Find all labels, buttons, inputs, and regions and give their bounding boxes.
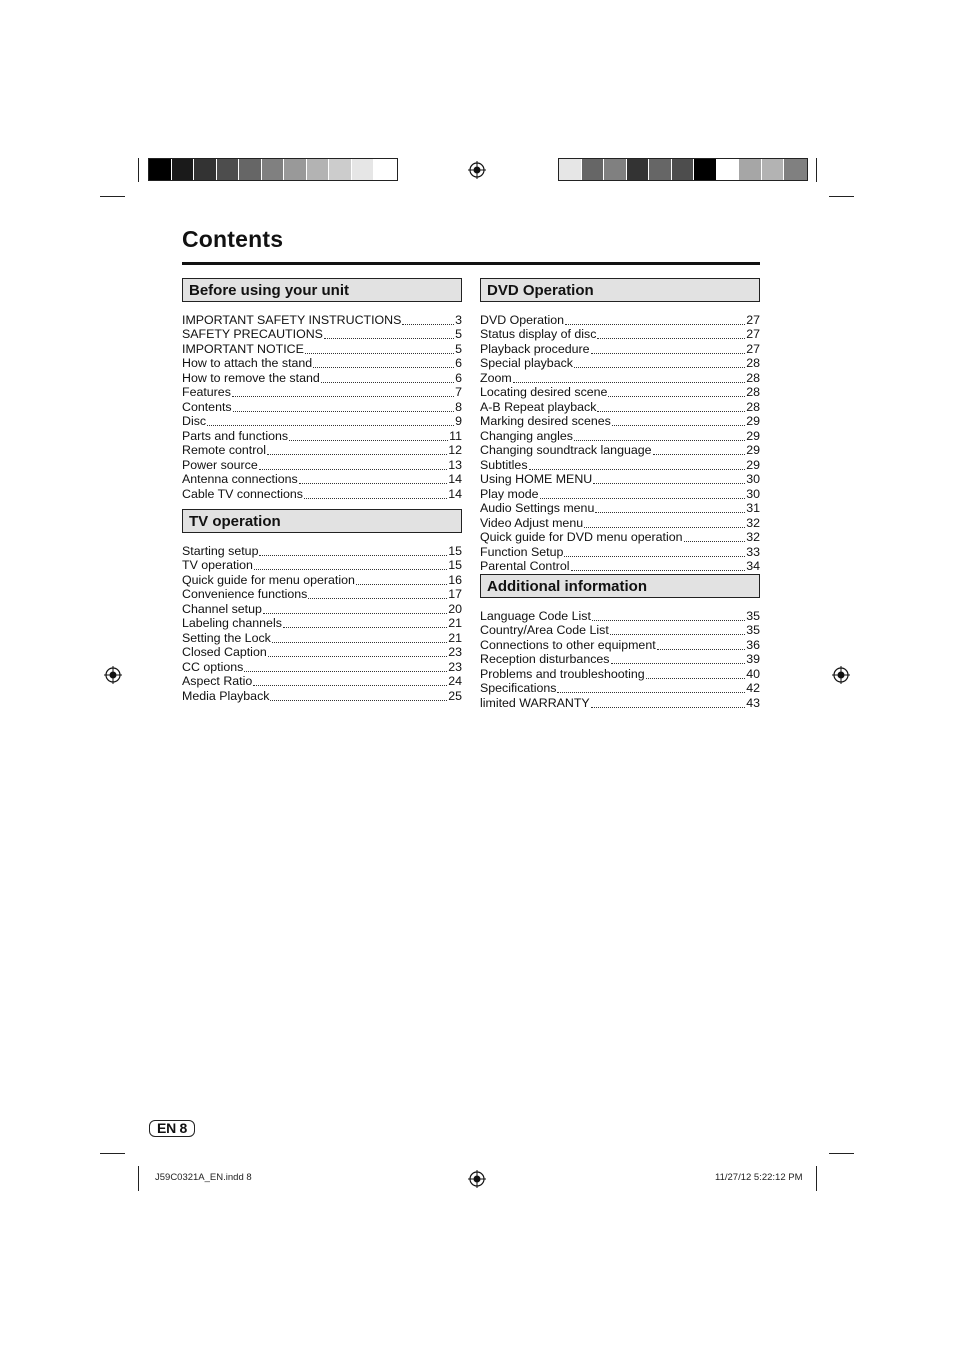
toc-entry bbox=[480, 356, 760, 371]
toc-entry-label: Special playback bbox=[480, 356, 573, 370]
toc-entry bbox=[182, 385, 462, 400]
toc-entry-label: Reception disturbances bbox=[480, 652, 610, 666]
dot-leader bbox=[305, 343, 454, 354]
toc-entry-label: Features bbox=[182, 385, 231, 399]
toc-entry bbox=[480, 472, 760, 487]
toc-entry-page: 9 bbox=[455, 414, 462, 428]
crop-mark bbox=[829, 196, 854, 197]
color-swatch bbox=[627, 159, 650, 180]
toc-entry-label: Specifications bbox=[480, 681, 557, 695]
toc-entry-page: 27 bbox=[746, 341, 760, 356]
color-swatch bbox=[307, 159, 330, 180]
toc-entry bbox=[182, 472, 462, 487]
dot-leader bbox=[591, 697, 746, 708]
toc-entry-page: 35 bbox=[746, 623, 760, 637]
registration-target-icon bbox=[468, 1170, 486, 1188]
toc-entry bbox=[480, 327, 760, 342]
toc-entry-label: Zoom bbox=[480, 370, 512, 385]
toc-entry-page: 25 bbox=[448, 688, 462, 703]
toc-entry-page: 15 bbox=[448, 543, 462, 558]
dot-leader bbox=[308, 588, 447, 599]
color-swatch bbox=[374, 159, 397, 180]
toc-entry-page: 30 bbox=[746, 472, 760, 486]
toc-entry-label: Media Playback bbox=[182, 688, 270, 703]
toc-list bbox=[480, 312, 760, 573]
crop-mark bbox=[138, 158, 139, 182]
dot-leader bbox=[557, 682, 745, 693]
toc-entry-label: Setting the Lock bbox=[182, 630, 271, 645]
toc-entry-page: 6 bbox=[455, 356, 462, 370]
toc-entry-label: Connections to other equipment bbox=[480, 637, 656, 652]
registration-target-icon bbox=[104, 666, 122, 684]
toc-entry-page: 42 bbox=[746, 681, 760, 695]
toc-entry-page: 14 bbox=[448, 486, 462, 501]
toc-entry-page: 5 bbox=[455, 327, 462, 341]
toc-entry bbox=[182, 457, 462, 472]
toc-entry-page: 6 bbox=[455, 370, 462, 385]
dot-leader bbox=[513, 372, 746, 383]
section-dvd-operation bbox=[480, 278, 760, 573]
toc-entry bbox=[480, 623, 760, 638]
toc-entry-label: Power source bbox=[182, 457, 258, 472]
dot-leader bbox=[254, 559, 447, 570]
dot-leader bbox=[608, 386, 745, 397]
toc-entry-page: 39 bbox=[746, 652, 760, 666]
toc-entry bbox=[480, 530, 760, 545]
section-heading: Before using your unit bbox=[182, 278, 462, 302]
toc-entry bbox=[480, 443, 760, 458]
dot-leader bbox=[574, 357, 745, 368]
toc-entry-label: A-B Repeat playback bbox=[480, 399, 597, 414]
toc-entry-label: Using HOME MENU bbox=[480, 472, 593, 486]
color-swatch bbox=[672, 159, 695, 180]
toc-entry-page: 8 bbox=[455, 399, 462, 414]
dot-leader bbox=[304, 488, 447, 499]
toc-entry bbox=[480, 695, 760, 710]
toc-entry-label: How to attach the stand bbox=[182, 356, 313, 370]
color-swatch bbox=[217, 159, 240, 180]
color-swatch bbox=[352, 159, 375, 180]
toc-entry-label: Channel setup bbox=[182, 601, 262, 616]
toc-entry bbox=[480, 652, 760, 667]
toc-entry-label: Antenna connections bbox=[182, 472, 298, 486]
color-swatch bbox=[172, 159, 195, 180]
toc-entry bbox=[480, 414, 760, 429]
toc-entry-label: Audio Settings menu bbox=[480, 501, 595, 515]
toc-entry bbox=[182, 659, 462, 674]
toc-entry-label: Parental Control bbox=[480, 559, 570, 573]
toc-entry bbox=[480, 341, 760, 356]
title-rule bbox=[182, 262, 760, 265]
toc-entry-label: Changing soundtrack language bbox=[480, 443, 652, 457]
toc-entry-page: 28 bbox=[746, 399, 760, 414]
toc-entry bbox=[182, 443, 462, 458]
color-swatch bbox=[284, 159, 307, 180]
toc-entry-page: 16 bbox=[448, 572, 462, 587]
toc-entry-page: 7 bbox=[455, 385, 462, 399]
toc-entry-page: 36 bbox=[746, 637, 760, 652]
toc-entry-label: Play mode bbox=[480, 486, 539, 501]
toc-entry bbox=[182, 312, 462, 327]
toc-entry-page: 3 bbox=[455, 312, 462, 327]
toc-entry bbox=[182, 645, 462, 660]
dot-leader bbox=[324, 328, 454, 339]
crop-mark bbox=[100, 196, 125, 197]
section-before-using bbox=[182, 278, 462, 501]
toc-entry bbox=[182, 327, 462, 342]
toc-entry bbox=[480, 637, 760, 652]
toc-entry-label: Starting setup bbox=[182, 543, 259, 558]
color-swatch bbox=[784, 159, 807, 180]
toc-entry-label: Country/Area Code List bbox=[480, 623, 609, 637]
toc-entry-label: DVD Operation bbox=[480, 312, 565, 327]
toc-entry-page: 5 bbox=[455, 341, 462, 356]
toc-entry-label: Contents bbox=[182, 399, 232, 414]
dot-leader bbox=[259, 545, 447, 556]
dot-leader bbox=[313, 357, 454, 368]
dot-leader bbox=[232, 386, 454, 397]
toc-entry bbox=[480, 666, 760, 681]
dot-leader bbox=[263, 603, 447, 614]
dot-leader bbox=[593, 473, 745, 484]
toc-entry-label: Language Code List bbox=[480, 608, 591, 623]
toc-entry-label: Closed Caption bbox=[182, 645, 267, 659]
toc-entry-page: 28 bbox=[746, 356, 760, 370]
toc-entry-label: limited WARRANTY bbox=[480, 695, 590, 710]
toc-entry-label: CC options bbox=[182, 659, 244, 674]
toc-entry-page: 23 bbox=[448, 659, 462, 674]
file-slug: J59C0321A_EN.indd 8 bbox=[155, 1172, 252, 1183]
color-swatch bbox=[604, 159, 627, 180]
toc-entry bbox=[182, 428, 462, 443]
crop-mark bbox=[816, 1166, 817, 1191]
toc-entry-label: Labeling channels bbox=[182, 616, 282, 630]
toc-entry-page: 35 bbox=[746, 608, 760, 623]
color-bar-right bbox=[558, 158, 808, 181]
toc-entry-page: 29 bbox=[746, 443, 760, 457]
dot-leader bbox=[653, 444, 746, 455]
dot-leader bbox=[584, 517, 745, 528]
section-additional-information bbox=[480, 574, 760, 710]
toc-entry bbox=[480, 457, 760, 472]
dot-leader bbox=[233, 401, 455, 412]
toc-entry bbox=[480, 399, 760, 414]
section-heading: DVD Operation bbox=[480, 278, 760, 302]
dot-leader bbox=[356, 574, 447, 585]
toc-entry-label: Aspect Ratio bbox=[182, 674, 253, 688]
dot-leader bbox=[591, 343, 746, 354]
color-swatch bbox=[694, 159, 717, 180]
toc-entry-label: TV operation bbox=[182, 558, 253, 572]
dot-leader bbox=[268, 646, 447, 657]
toc-entry bbox=[182, 674, 462, 689]
dot-leader bbox=[574, 430, 745, 441]
toc-entry-page: 21 bbox=[448, 616, 462, 630]
dot-leader bbox=[207, 415, 454, 426]
toc-entry bbox=[480, 428, 760, 443]
crop-mark bbox=[829, 1153, 854, 1154]
toc-entry bbox=[480, 370, 760, 385]
dot-leader bbox=[597, 401, 745, 412]
section-heading: Additional information bbox=[480, 574, 760, 598]
toc-entry-label: Video Adjust menu bbox=[480, 515, 584, 530]
toc-entry-page: 29 bbox=[746, 457, 760, 472]
toc-entry bbox=[480, 501, 760, 516]
toc-entry-page: 17 bbox=[448, 587, 462, 601]
page-title: Contents bbox=[182, 226, 284, 252]
toc-entry-label: Cable TV connections bbox=[182, 486, 303, 501]
color-swatch bbox=[262, 159, 285, 180]
toc-entry-page: 31 bbox=[746, 501, 760, 515]
toc-entry bbox=[182, 601, 462, 616]
toc-entry-label: Parts and functions bbox=[182, 428, 289, 443]
color-swatch bbox=[149, 159, 172, 180]
toc-entry-label: Subtitles bbox=[480, 457, 528, 472]
dot-leader bbox=[592, 610, 745, 621]
toc-entry bbox=[182, 558, 462, 573]
timestamp-slug: 11/27/12 5:22:12 PM bbox=[715, 1172, 803, 1183]
toc-entry-label: Changing angles bbox=[480, 428, 574, 443]
toc-entry-label: Remote control bbox=[182, 443, 267, 457]
dot-leader bbox=[283, 617, 447, 628]
toc-entry-page: 32 bbox=[746, 530, 760, 544]
toc-entry-page: 43 bbox=[746, 695, 760, 710]
toc-entry-page: 34 bbox=[746, 559, 760, 573]
toc-entry-page: 32 bbox=[746, 515, 760, 530]
toc-entry bbox=[182, 341, 462, 356]
dot-leader bbox=[612, 415, 745, 426]
toc-entry-page: 40 bbox=[746, 666, 760, 681]
color-swatch bbox=[559, 159, 582, 180]
section-tv-operation bbox=[182, 509, 462, 703]
dot-leader bbox=[684, 531, 746, 542]
toc-entry-label: Playback procedure bbox=[480, 341, 590, 356]
toc-entry-page: 15 bbox=[448, 558, 462, 572]
dot-leader bbox=[565, 314, 745, 325]
toc-entry-label: Disc bbox=[182, 414, 207, 428]
toc-entry bbox=[480, 515, 760, 530]
toc-entry bbox=[480, 681, 760, 696]
toc-entry-page: 14 bbox=[448, 472, 462, 486]
toc-entry bbox=[182, 630, 462, 645]
toc-entry bbox=[182, 688, 462, 703]
toc-entry-page: 33 bbox=[746, 544, 760, 559]
dot-leader bbox=[253, 675, 447, 686]
color-swatch bbox=[194, 159, 217, 180]
toc-entry bbox=[480, 559, 760, 574]
crop-mark bbox=[816, 158, 817, 182]
toc-entry-label: Marking desired scenes bbox=[480, 414, 611, 428]
toc-entry-page: 24 bbox=[448, 674, 462, 688]
dot-leader bbox=[244, 661, 447, 672]
dot-leader bbox=[259, 459, 447, 470]
toc-entry-page: 27 bbox=[746, 312, 760, 327]
toc-entry-label: Quick guide for DVD menu operation bbox=[480, 530, 683, 544]
toc-entry bbox=[182, 486, 462, 501]
dot-leader bbox=[597, 328, 745, 339]
crop-mark bbox=[138, 1166, 139, 1191]
toc-entry bbox=[182, 587, 462, 602]
toc-list bbox=[480, 608, 760, 710]
toc-entry-label: Problems and troubleshooting bbox=[480, 666, 645, 681]
toc-entry-page: 12 bbox=[448, 443, 462, 457]
toc-entry-page: 11 bbox=[449, 428, 462, 443]
dot-leader bbox=[611, 653, 746, 664]
toc-entry-page: 21 bbox=[448, 630, 462, 645]
toc-entry-page: 28 bbox=[746, 370, 760, 385]
toc-entry bbox=[182, 414, 462, 429]
toc-entry-page: 29 bbox=[746, 414, 760, 428]
toc-entry bbox=[480, 486, 760, 501]
toc-entry-page: 30 bbox=[746, 486, 760, 501]
toc-entry-page: 20 bbox=[448, 601, 462, 616]
toc-entry bbox=[182, 370, 462, 385]
dot-leader bbox=[267, 444, 447, 455]
dot-leader bbox=[402, 314, 454, 325]
color-swatch bbox=[739, 159, 762, 180]
color-swatch bbox=[329, 159, 352, 180]
dot-leader bbox=[270, 690, 447, 701]
color-swatch bbox=[582, 159, 605, 180]
toc-entry-page: 28 bbox=[746, 385, 760, 399]
toc-entry bbox=[182, 399, 462, 414]
toc-entry-label: Function Setup bbox=[480, 544, 564, 559]
toc-entry-label: How to remove the stand bbox=[182, 370, 320, 385]
toc-entry bbox=[480, 544, 760, 559]
color-bar-left bbox=[148, 158, 398, 181]
registration-target-icon bbox=[468, 161, 486, 179]
page-number-badge: EN 8 bbox=[149, 1120, 195, 1137]
dot-leader bbox=[564, 546, 745, 557]
color-swatch bbox=[649, 159, 672, 180]
toc-entry-page: 27 bbox=[746, 327, 760, 341]
color-swatch bbox=[239, 159, 262, 180]
color-swatch bbox=[762, 159, 785, 180]
toc-list bbox=[182, 543, 462, 703]
dot-leader bbox=[657, 639, 746, 650]
toc-entry-label: Locating desired scene bbox=[480, 385, 608, 399]
toc-entry-page: 29 bbox=[746, 428, 760, 443]
dot-leader bbox=[595, 502, 745, 513]
dot-leader bbox=[529, 459, 746, 470]
dot-leader bbox=[571, 560, 746, 571]
toc-entry bbox=[480, 608, 760, 623]
toc-entry bbox=[182, 616, 462, 631]
dot-leader bbox=[610, 624, 745, 635]
toc-entry-page: 13 bbox=[448, 457, 462, 472]
toc-entry bbox=[182, 356, 462, 371]
dot-leader bbox=[289, 430, 448, 441]
toc-entry bbox=[480, 312, 760, 327]
toc-entry-label: IMPORTANT NOTICE bbox=[182, 341, 304, 356]
toc-entry bbox=[182, 572, 462, 587]
registration-target-icon bbox=[832, 666, 850, 684]
dot-leader bbox=[540, 488, 746, 499]
color-swatch bbox=[717, 159, 740, 180]
dot-leader bbox=[646, 668, 746, 679]
toc-entry-label: IMPORTANT SAFETY INSTRUCTIONS bbox=[182, 312, 402, 327]
toc-entry-label: Convenience functions bbox=[182, 587, 308, 601]
toc-entry bbox=[182, 543, 462, 558]
toc-entry-label: SAFETY PRECAUTIONS bbox=[182, 327, 323, 341]
toc-entry-label: Quick guide for menu operation bbox=[182, 572, 355, 587]
dot-leader bbox=[321, 372, 454, 383]
toc-entry-label: Status display of disc bbox=[480, 327, 597, 341]
toc-entry bbox=[480, 385, 760, 400]
dot-leader bbox=[272, 632, 447, 643]
section-heading: TV operation bbox=[182, 509, 462, 533]
dot-leader bbox=[299, 473, 447, 484]
crop-mark bbox=[100, 1153, 125, 1154]
toc-list bbox=[182, 312, 462, 501]
toc-entry-page: 23 bbox=[448, 645, 462, 659]
